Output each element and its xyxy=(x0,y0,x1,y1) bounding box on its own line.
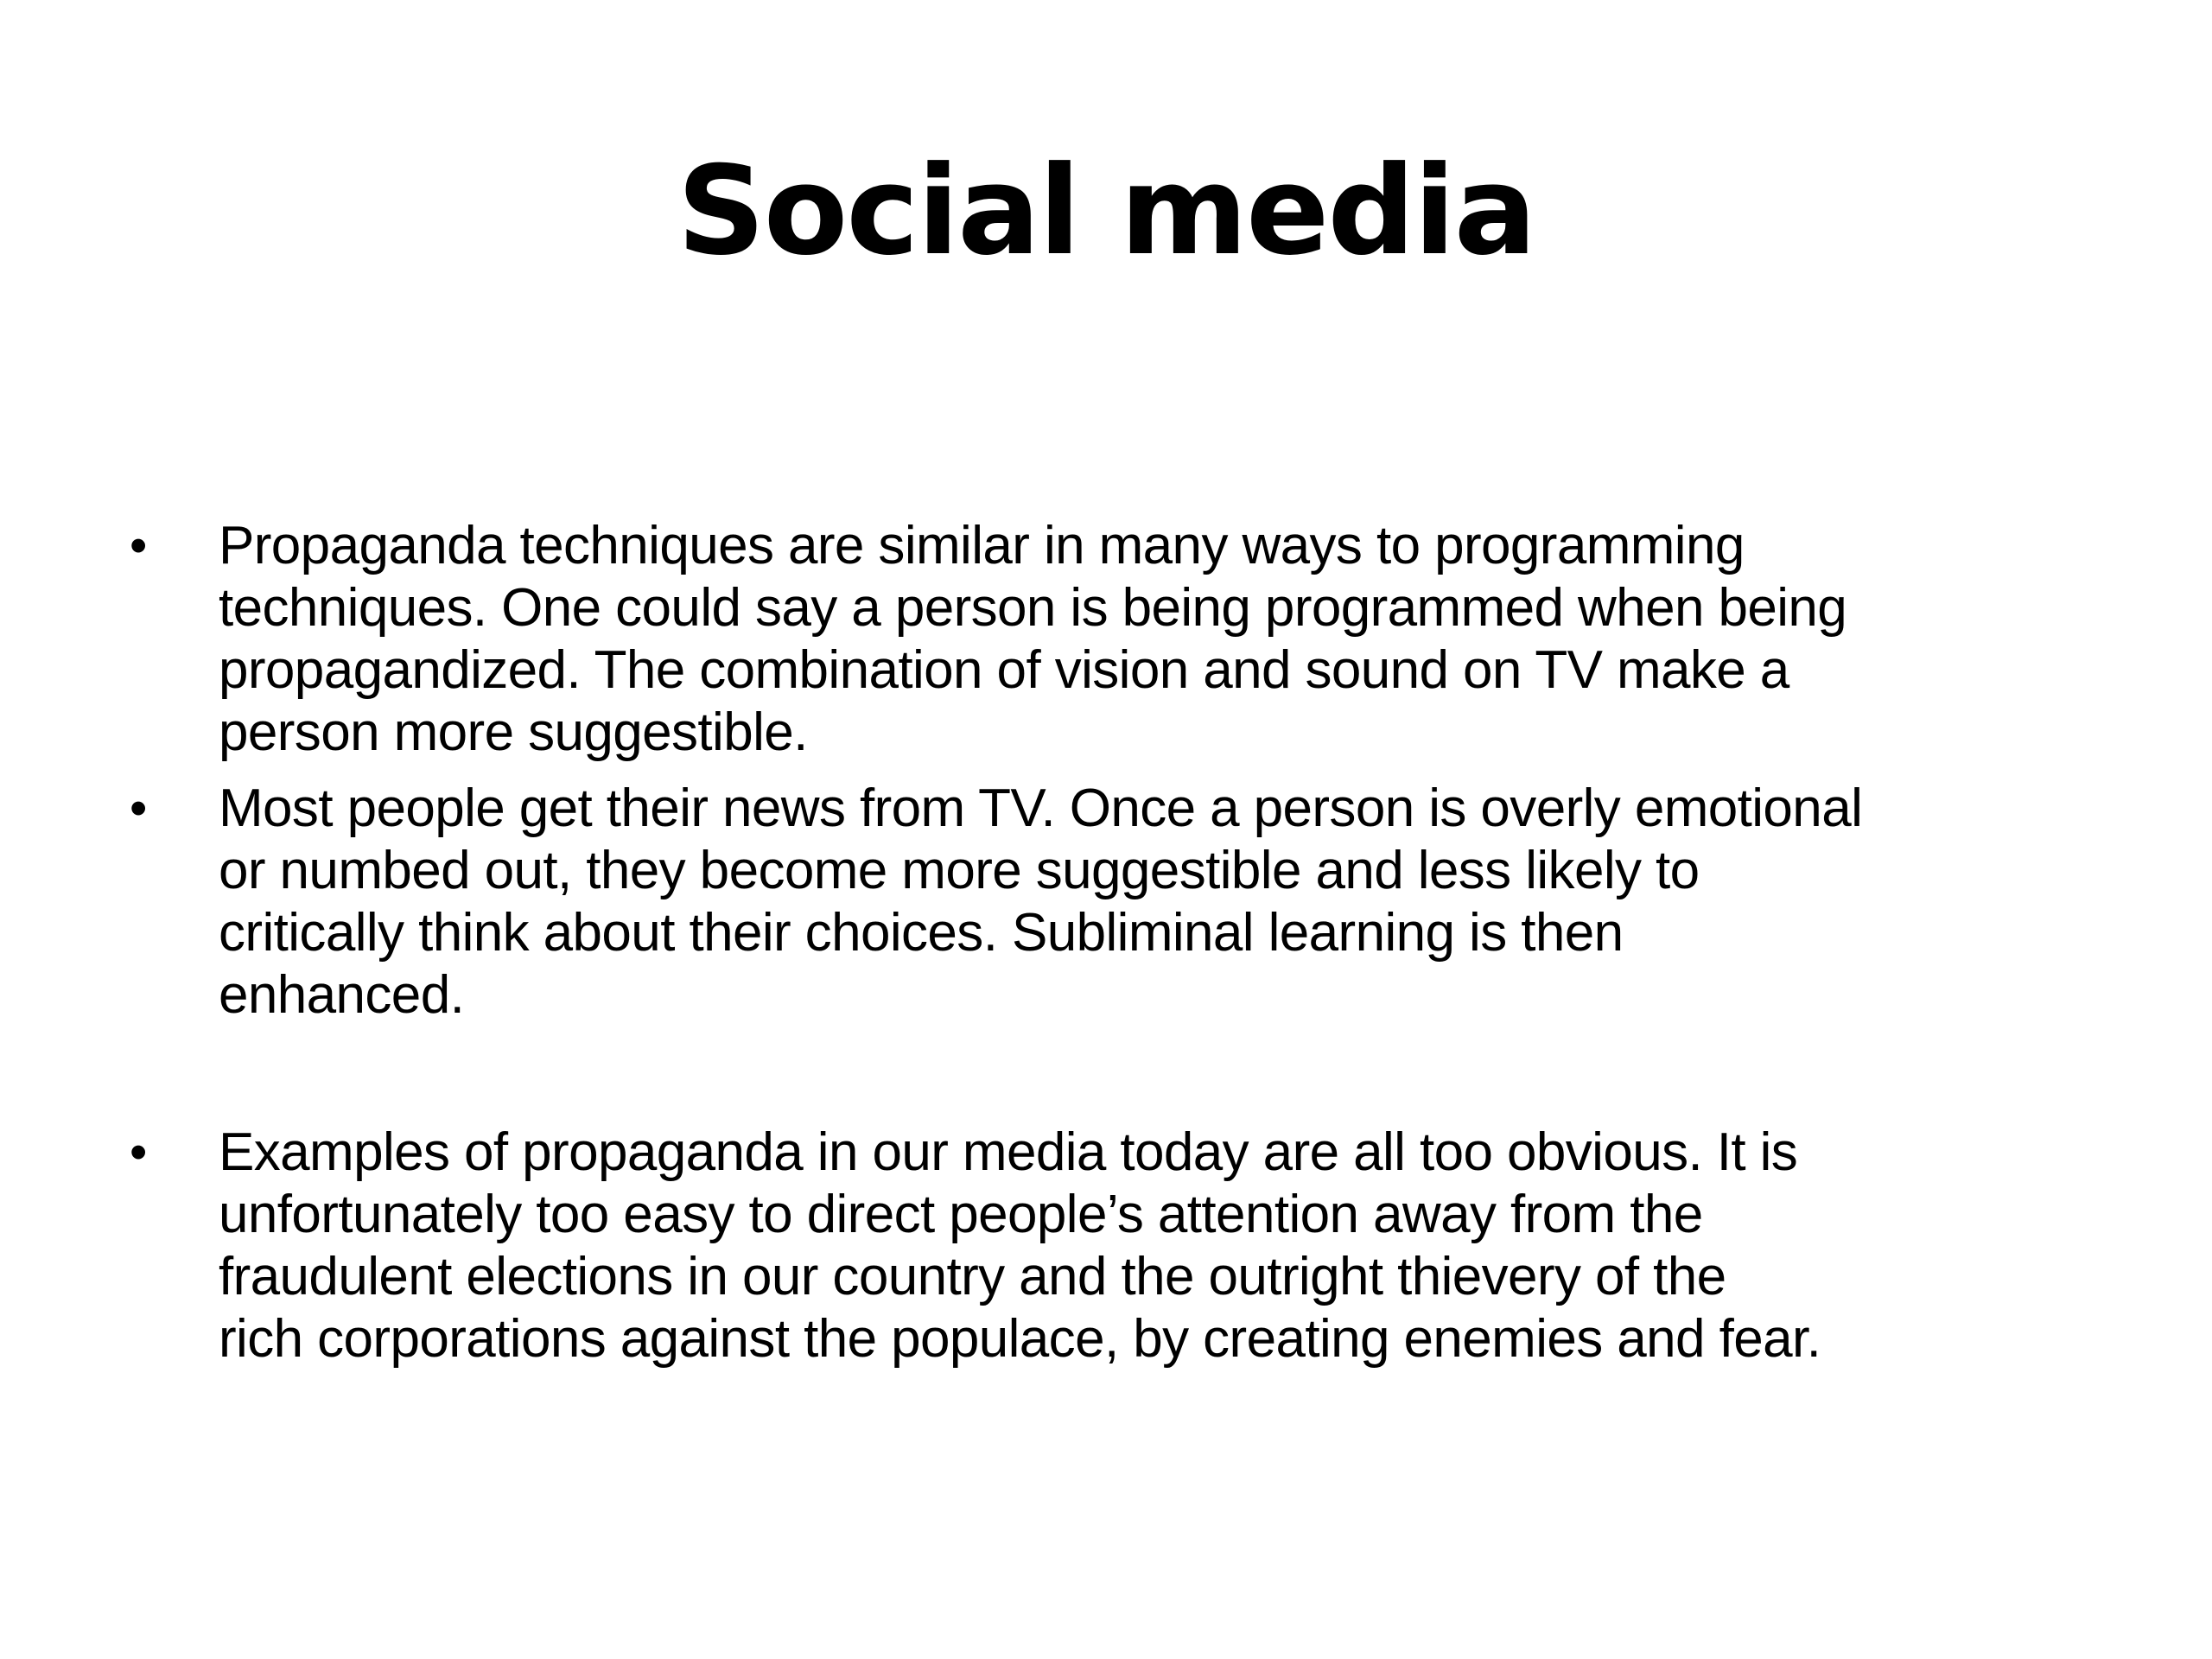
bullet-line: person more suggestible. xyxy=(219,702,808,762)
bullet-line: critically think about their choices. Subliminal learning is then xyxy=(219,903,1624,963)
bullet-dot: • xyxy=(130,518,147,574)
bullet-item-2 xyxy=(130,778,2117,1027)
bullet-dot: • xyxy=(130,1124,147,1180)
bullet-line: or numbed out, they become more suggestible and less likely to xyxy=(219,841,1700,900)
bullet-line: techniques. One could say a person is being programmed when being xyxy=(219,578,1847,638)
bullet-line: fraudulent elections in our country and the outright thievery of the xyxy=(219,1247,1726,1306)
bullet-line: Propaganda techniques are similar in many ways to programming xyxy=(219,516,1745,575)
bullet-line: enhanced. xyxy=(219,965,465,1025)
slide-title: Social media xyxy=(677,140,1535,283)
bullet-list xyxy=(130,515,2117,1370)
bullet-line: Most people get their news from TV. Once a person is overly emotional xyxy=(219,779,1863,838)
bullet-line: propagandized. The combination of vision and sound on TV make a xyxy=(219,640,1789,700)
bullet-item-3 xyxy=(130,1122,2117,1370)
bullet-item-1 xyxy=(130,515,2117,764)
bullet-line: rich corporations against the populace, by creating enemies and fear. xyxy=(219,1309,1821,1369)
bullet-line: Examples of propaganda in our media today are all too obvious. It is xyxy=(219,1122,1798,1182)
bullet-line: unfortunately too easy to direct people’s attention away from the xyxy=(219,1185,1703,1244)
bullet-dot: • xyxy=(130,780,147,836)
